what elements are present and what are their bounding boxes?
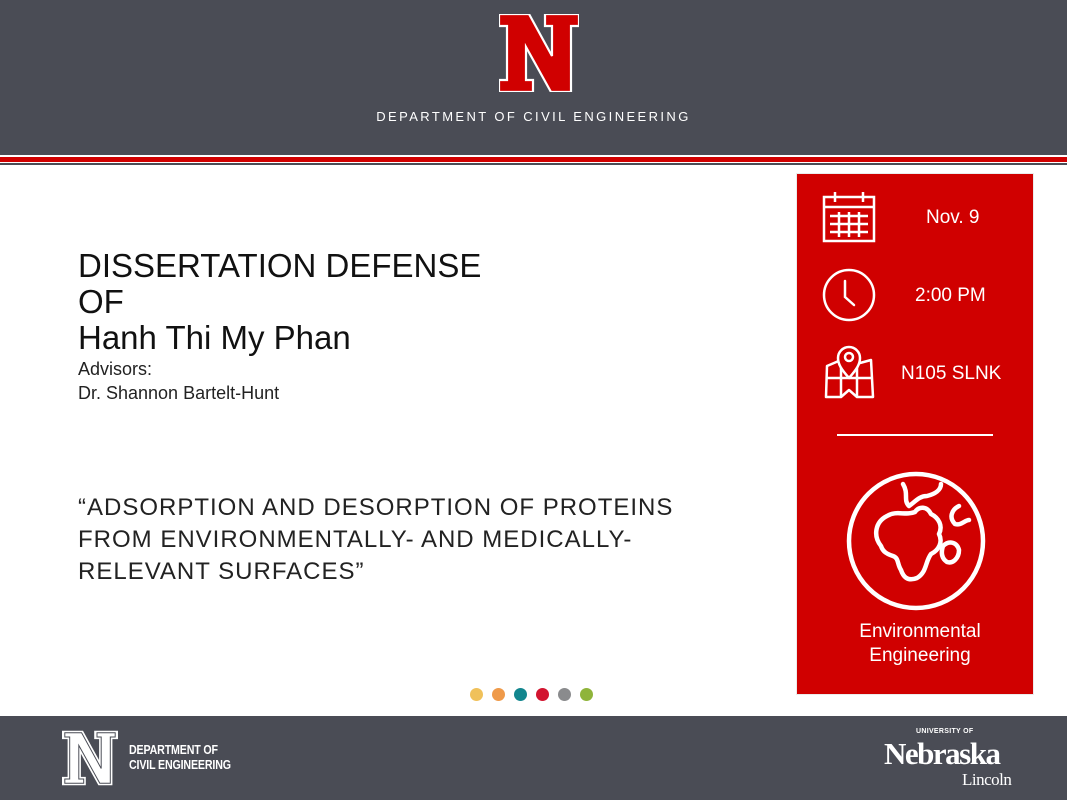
decor-dot (514, 688, 527, 701)
department-name: DEPARTMENT OF CIVIL ENGINEERING (376, 109, 691, 124)
decor-dot (492, 688, 505, 701)
thesis-line: FROM ENVIRONMENTALLY- AND MEDICALLY- (78, 526, 633, 553)
nebraska-n-logo-small (62, 730, 118, 786)
wordmark-university-of: UNIVERSITY OF (916, 728, 974, 735)
event-location: N105 SLNK (901, 363, 1002, 384)
wordmark-lincoln: Lincoln (962, 770, 1012, 789)
event-details-panel (797, 174, 1033, 694)
thesis-line: “ADSORPTION AND DESORPTION OF PROTEINS (78, 494, 674, 521)
advisors-block (78, 357, 279, 405)
decor-dot (536, 688, 549, 701)
wordmark-nebraska: Nebraska (884, 736, 1000, 771)
decor-dot (470, 688, 483, 701)
globe-icon (845, 470, 987, 612)
accent-stripe-red (0, 157, 1067, 162)
panel-divider (837, 434, 993, 436)
candidate-name: Hanh Thi My Phan (78, 319, 351, 356)
nebraska-n-logo (499, 14, 579, 92)
area-line: Engineering (869, 645, 971, 666)
footer-band (0, 716, 1067, 800)
footer-dept-line: DEPARTMENT OF (129, 742, 218, 757)
footer-dept-line: CIVIL ENGINEERING (129, 757, 231, 772)
advisors-label: Advisors: (78, 359, 153, 379)
title-line: OF (78, 283, 124, 320)
research-area (797, 620, 1043, 668)
advisor-name: Dr. Shannon Bartelt-Hunt (78, 383, 280, 403)
decor-dot (580, 688, 593, 701)
footer-department-name (129, 742, 231, 772)
header-band (0, 0, 1067, 155)
calendar-icon (821, 190, 877, 244)
university-wordmark (884, 728, 1024, 792)
event-time: 2:00 PM (915, 285, 986, 306)
event-date: Nov. 9 (926, 207, 980, 228)
clock-icon (821, 267, 877, 323)
decor-dot (558, 688, 571, 701)
event-title (78, 248, 481, 356)
area-line: Environmental (859, 621, 981, 642)
thesis-line: RELEVANT SURFACES” (78, 558, 365, 585)
map-pin-icon (821, 342, 877, 400)
accent-stripe-gray (0, 163, 1067, 165)
dissertation-title (78, 492, 758, 588)
title-line: DISSERTATION DEFENSE (78, 247, 482, 284)
